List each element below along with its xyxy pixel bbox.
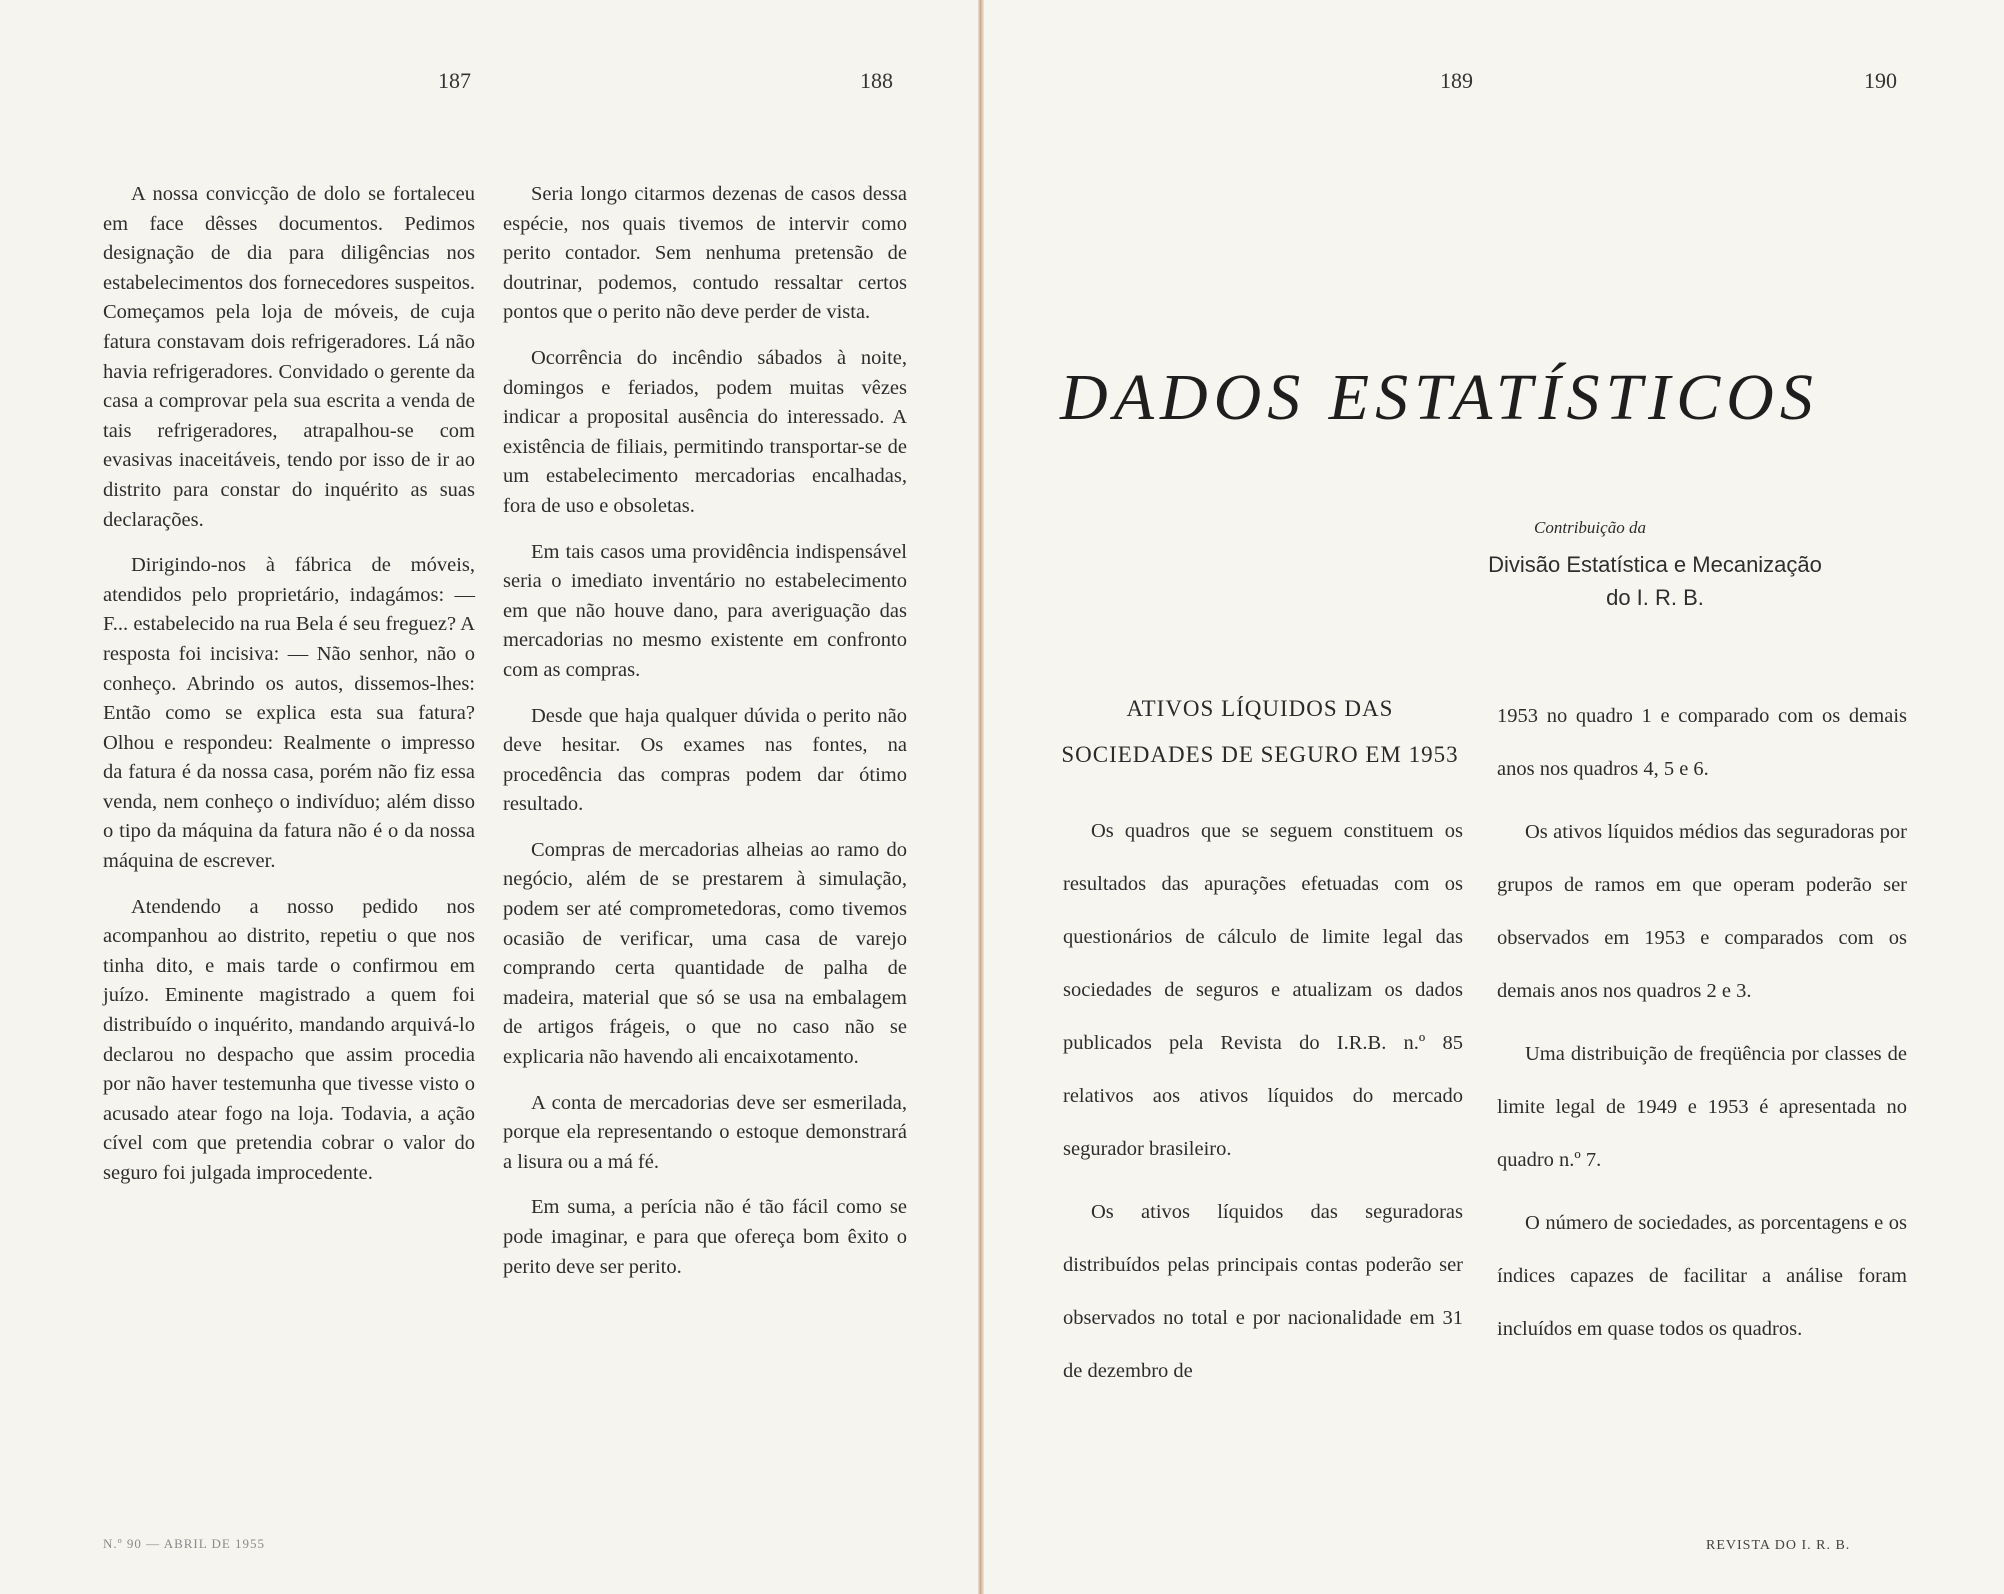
division-name: Divisão Estatística e Mecanização: [1488, 552, 1822, 577]
page-number-190: 190: [1864, 68, 1897, 93]
division-credit: [1440, 548, 1870, 614]
page-number-188: 188: [860, 68, 893, 93]
contribution-label: Contribuição da: [1534, 518, 1646, 537]
text-column-1: [103, 180, 475, 1205]
paragraph: Uma distribuição de freqüência por classes de limite legal de 1949 e 1953 é apresentada no quadro n.º 7.: [1497, 1043, 1907, 1171]
paragraph: Desde que haja qualquer dúvida o perito não deve hesitar. Os exames nas fontes, na procedência das compras podem dar ótimo resultado.: [503, 704, 907, 816]
paragraph: Seria longo citarmos dezenas de casos dessa espécie, nos quais tivemos de intervir como perito contador. Sem nenhuma pretensão de doutrinar, podemos, contudo ressaltar certos pontos que o perito não deve perder de vista.: [503, 183, 907, 324]
paragraph: Ocorrência do incêndio sábados à noite, domingos e feriados, podem muitas vêzes indicar a proposital ausência do interessado. A existência de filiais, permitindo transportar-se de um estabelecimento mercadorias encalhadas, fora de uso e obsoletas.: [503, 346, 907, 517]
text-column-4: [1497, 690, 1907, 1366]
binding-spine: [978, 0, 984, 1594]
paragraph: O número de sociedades, as porcentagens e os índices capazes de facilitar a análise foram incluídos em quase todos os quadros.: [1497, 1212, 1907, 1340]
paragraph: A nossa convicção de dolo se fortaleceu em face dêsses documentos. Pedimos designação de dia para diligências nos estabelecimentos dos fornecedores suspeitos. Começamos pela loja de móveis, de cuja fatura constavam dois refrigeradores. Lá não havia refrigeradores. Convidado o gerente da casa a comprovar pela sua escrita a venda de tais refrigeradores, atrapalhou-se com evasivas inaceitáveis, tendo por isso de ir ao distrito para constar do inquérito as suas declarações.: [103, 183, 475, 531]
paragraph: Os ativos líquidos médios das seguradoras por grupos de ramos em que operam poderão ser observados em 1953 e comparados com os demais anos nos quadros 2 e 3.: [1497, 821, 1907, 1002]
paragraph: Em tais casos uma providência indispensável seria o imediato inventário no estabelecimento em que não houve dano, para averiguação das mercadorias no mesmo existente em confronto com as compras.: [503, 540, 907, 681]
text-column-2: [503, 180, 907, 1298]
paragraph: Dirigindo-nos à fábrica de móveis, atendidos pelo proprietário, indagámos: — F... estabelecido na rua Bela é seu freguez? A resposta foi incisiva: — Não senhor, não o conheço. Abrindo os autos, dissemos-lhes: Então como se explica esta sua fatura? Olhou e respondeu: Realmente o impresso da fatura é da nossa casa, porém não fiz essa venda, nem conheço o indivíduo; além disso o tipo da máquina da fatura não é o da nossa máquina de escrever.: [103, 554, 475, 873]
section-heading: DADOS ESTATÍSTICOS: [1060, 361, 1819, 434]
paragraph: 1953 no quadro 1 e comparado com os demais anos nos quadros 4, 5 e 6.: [1497, 705, 1907, 780]
footer-issue: N.º 90 — ABRIL DE 1955: [103, 1536, 266, 1551]
footer-publication: REVISTA DO I. R. B.: [1706, 1538, 1851, 1553]
paragraph: Compras de mercadorias alheias ao ramo do negócio, além de se prestarem à simulação, podem ser até comprometedoras, como tivemos ocasião de verificar, uma casa de varejo comprando certa quantidade de palha de madeira, material que só se usa na embalagem de artigos frágeis, o que no caso não se explicaria não havendo ali encaixotamento.: [503, 838, 907, 1069]
page-number-187: 187: [438, 68, 471, 93]
article-title: ATIVOS LÍQUIDOS DAS SOCIEDADES DE SEGURO EM 1953: [1061, 696, 1459, 767]
page-number-189: 189: [1440, 68, 1473, 93]
text-column-3: [1063, 805, 1463, 1408]
institution-name: do I. R. B.: [1606, 585, 1704, 610]
paragraph: Em suma, a perícia não é tão fácil como se pode imaginar, e para que ofereça bom êxito o perito deve ser perito.: [503, 1196, 907, 1278]
paragraph: Atendendo a nosso pedido nos acompanhou ao distrito, repetiu o que nos tinha dito, e mais tarde o confirmou em juízo. Eminente magistrado a quem foi distribuído o inquérito, mandando arquivá-lo declarou no despacho que assim procedia por não haver testemunha que tivesse visto o acusado atear fogo na loja. Todavia, a ação cível com que pretendia cobrar o valor do seguro foi julgada improcedente.: [103, 895, 475, 1184]
paragraph: Os quadros que se seguem constituem os resultados das apurações efetuadas com os questionários de cálculo de limite legal das sociedades de seguros e atualizam os dados publicados pela Revista do I.R.B. n.º 85 relativos aos ativos líquidos do mercado segurador brasileiro.: [1063, 820, 1463, 1160]
paragraph: Os ativos líquidos das seguradoras distribuídos pelas principais contas poderão ser observados no total e por nacionalidade em 31 de dezembro de: [1063, 1201, 1463, 1382]
paragraph: A conta de mercadorias deve ser esmerilada, porque ela representando o estoque demonstrará a lisura ou a má fé.: [503, 1091, 907, 1173]
